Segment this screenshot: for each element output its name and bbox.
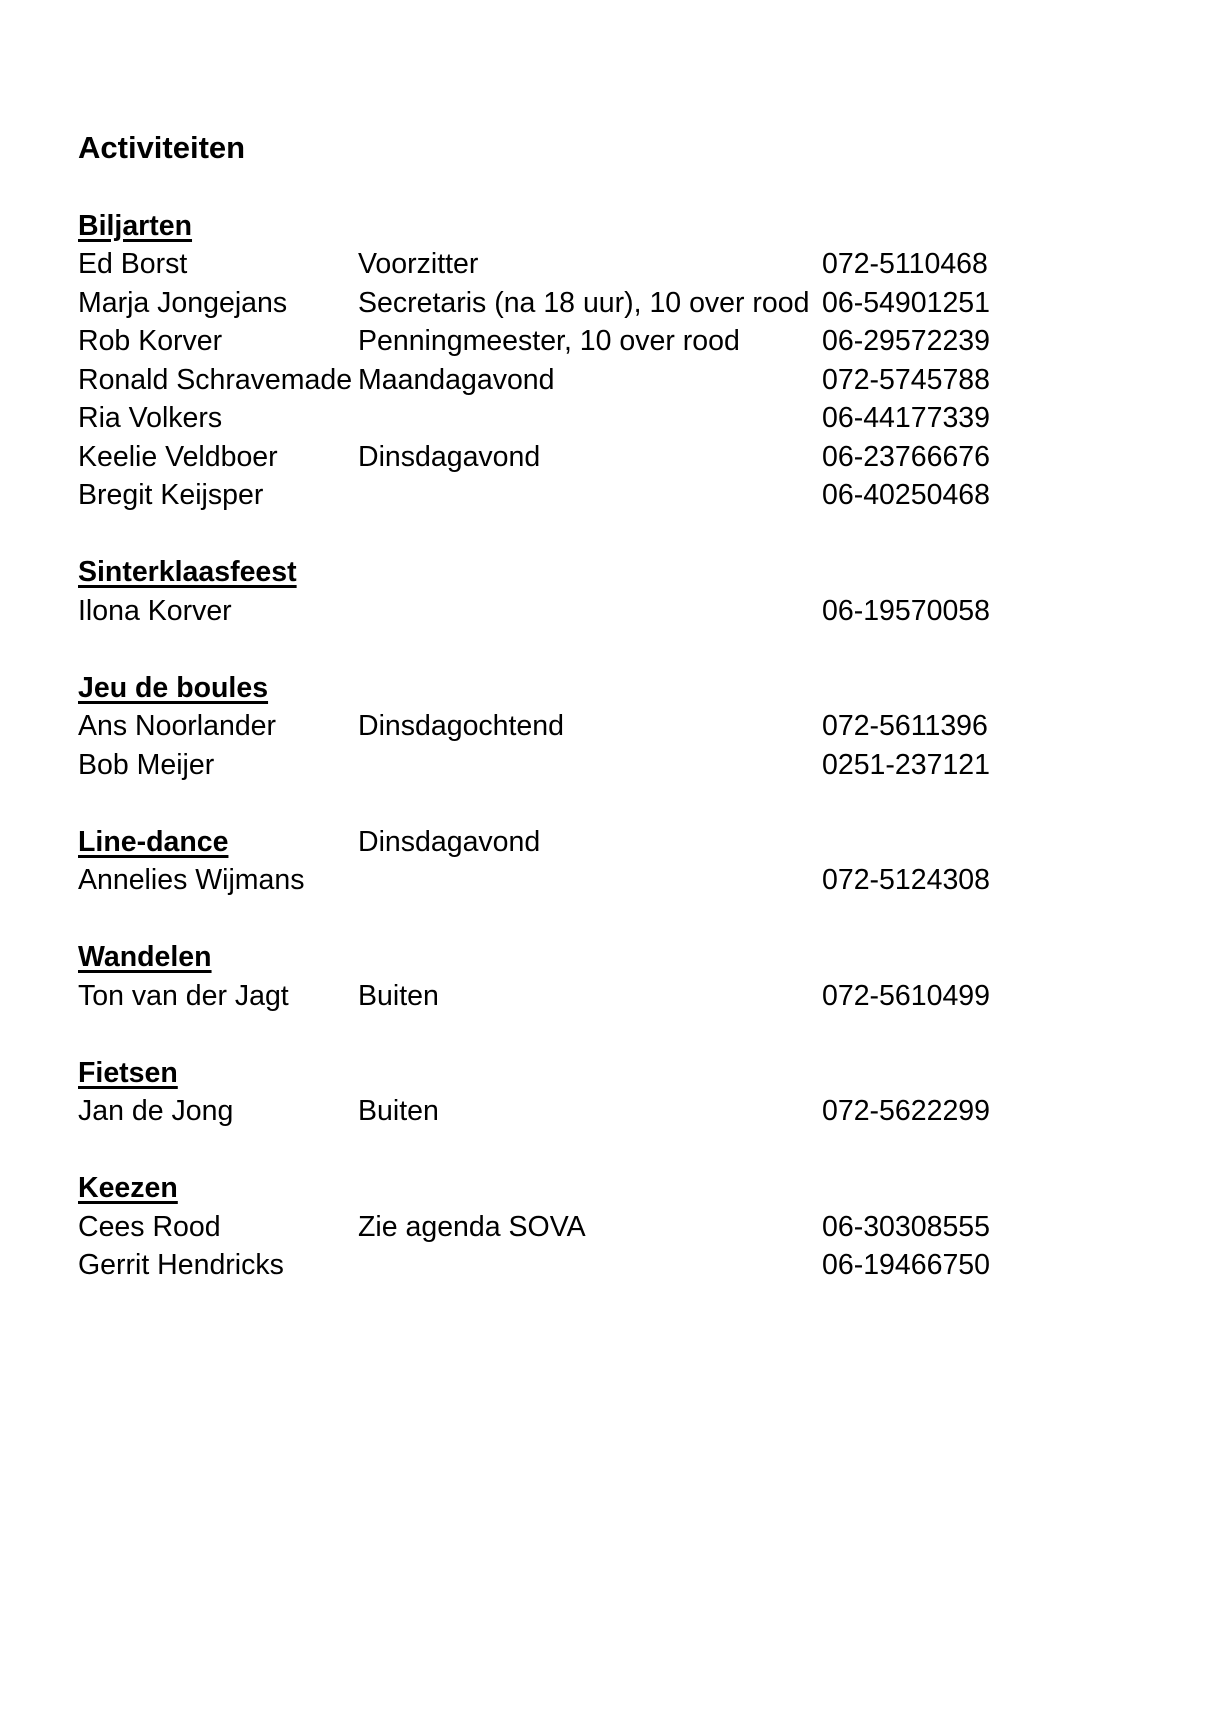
section-heading-spacer <box>822 938 1178 977</box>
table-row <box>78 746 1178 785</box>
person-name: Ed Borst <box>78 248 188 280</box>
section-heading: Jeu de boules <box>78 671 269 704</box>
section-heading: Fietsen <box>78 1056 178 1089</box>
section-heading-spacer <box>822 669 1178 708</box>
person-name: Cees Rood <box>78 1210 221 1243</box>
activity-section <box>78 938 1178 1015</box>
activity-section <box>78 553 1178 630</box>
section-heading-note <box>358 669 822 708</box>
person-phone: 06-44177339 <box>822 402 990 434</box>
person-name: Rob Korver <box>78 325 223 357</box>
person-role <box>358 861 822 900</box>
activity-section <box>78 1054 1178 1131</box>
section-heading-spacer <box>822 1054 1178 1093</box>
person-phone: 072-5610499 <box>822 979 990 1012</box>
table-row <box>78 284 1178 323</box>
section-heading-spacer <box>822 1169 1178 1208</box>
section-heading-cell <box>78 823 358 862</box>
section-heading-row <box>78 669 1178 708</box>
person-name: Annelies Wijmans <box>78 864 305 896</box>
table-row <box>78 707 1178 746</box>
person-role: Penningmeester, 10 over rood <box>358 325 740 357</box>
person-phone: 06-29572239 <box>822 325 990 357</box>
person-name: Ans Noorlander <box>78 710 277 742</box>
person-phone: 072-5124308 <box>822 864 990 896</box>
section-heading-row <box>78 1169 1178 1208</box>
table-row <box>78 1246 1178 1285</box>
activity-section <box>78 207 1178 515</box>
table-row <box>78 977 1178 1016</box>
person-phone: 072-5622299 <box>822 1095 990 1127</box>
section-heading-cell <box>78 938 358 977</box>
table-row <box>78 476 1178 515</box>
section-heading-row <box>78 1054 1178 1093</box>
page-title: Activiteiten <box>78 130 246 165</box>
section-heading-cell <box>78 1054 358 1093</box>
person-name: Jan de Jong <box>78 1095 234 1127</box>
person-role: Buiten <box>358 1095 439 1127</box>
section-heading: Wandelen <box>78 941 212 973</box>
section-heading-spacer <box>822 553 1178 592</box>
table-row <box>78 322 1178 361</box>
table-row <box>78 399 1178 438</box>
table-row <box>78 1092 1178 1131</box>
table-row <box>78 1208 1178 1247</box>
section-heading-row <box>78 938 1178 977</box>
table-row <box>78 245 1178 284</box>
person-phone: 072-5611396 <box>822 710 988 742</box>
person-role <box>358 399 822 438</box>
person-role <box>358 746 822 785</box>
person-name: Ton van der Jagt <box>78 979 289 1012</box>
person-name: Marja Jongejans <box>78 286 288 319</box>
section-heading-row <box>78 553 1178 592</box>
person-role: Dinsdagavond <box>358 440 541 473</box>
section-heading-spacer <box>822 823 1178 862</box>
person-phone: 06-40250468 <box>822 479 990 511</box>
section-heading-note <box>358 207 822 246</box>
activity-section <box>78 1169 1178 1285</box>
section-heading: Keezen <box>78 1172 178 1204</box>
section-heading-cell <box>78 669 358 708</box>
section-heading: Biljarten <box>78 209 193 242</box>
person-role: Dinsdagochtend <box>358 710 564 742</box>
person-name: Gerrit Hendricks <box>78 1249 284 1281</box>
person-name: Bregit Keijsper <box>78 479 264 511</box>
person-role <box>358 1246 822 1285</box>
person-role: Buiten <box>358 979 439 1012</box>
person-role: Voorzitter <box>358 248 479 280</box>
sections-container <box>78 207 1178 1285</box>
person-phone: 06-19466750 <box>822 1249 990 1281</box>
section-heading-note <box>358 1169 822 1208</box>
person-name: Bob Meijer <box>78 748 215 781</box>
section-heading-cell <box>78 1169 358 1208</box>
person-phone: 0251-237121 <box>822 748 990 781</box>
person-name: Keelie Veldboer <box>78 440 278 473</box>
section-heading-note <box>358 1054 822 1093</box>
person-phone: 06-54901251 <box>822 286 990 319</box>
table-row <box>78 861 1178 900</box>
person-phone: 072-5110468 <box>822 248 988 280</box>
person-role <box>358 592 822 631</box>
section-heading-note <box>358 938 822 977</box>
section-heading-cell <box>78 207 358 246</box>
person-phone: 06-23766676 <box>822 440 990 473</box>
activity-section <box>78 669 1178 785</box>
section-heading-cell <box>78 553 358 592</box>
person-role: Zie agenda SOVA <box>358 1210 586 1243</box>
section-heading-note: Dinsdagavond <box>358 825 541 858</box>
section-heading-spacer <box>822 207 1178 246</box>
person-role: Maandagavond <box>358 363 555 396</box>
person-role <box>358 476 822 515</box>
table-row <box>78 592 1178 631</box>
table-row <box>78 438 1178 477</box>
person-phone: 06-30308555 <box>822 1210 990 1243</box>
activity-section <box>78 823 1178 900</box>
person-name: Ilona Korver <box>78 594 232 627</box>
section-heading: Line-dance <box>78 825 229 858</box>
person-phone: 072-5745788 <box>822 363 990 396</box>
section-heading-note <box>358 553 822 592</box>
person-role: Secretaris (na 18 uur), 10 over rood <box>358 286 810 319</box>
table-row <box>78 361 1178 400</box>
section-heading: Sinterklaasfeest <box>78 556 297 588</box>
person-phone: 06-19570058 <box>822 594 990 627</box>
section-heading-row <box>78 207 1178 246</box>
person-name: Ria Volkers <box>78 402 223 434</box>
person-name: Ronald Schravemade <box>78 363 353 396</box>
section-heading-row <box>78 823 1178 862</box>
